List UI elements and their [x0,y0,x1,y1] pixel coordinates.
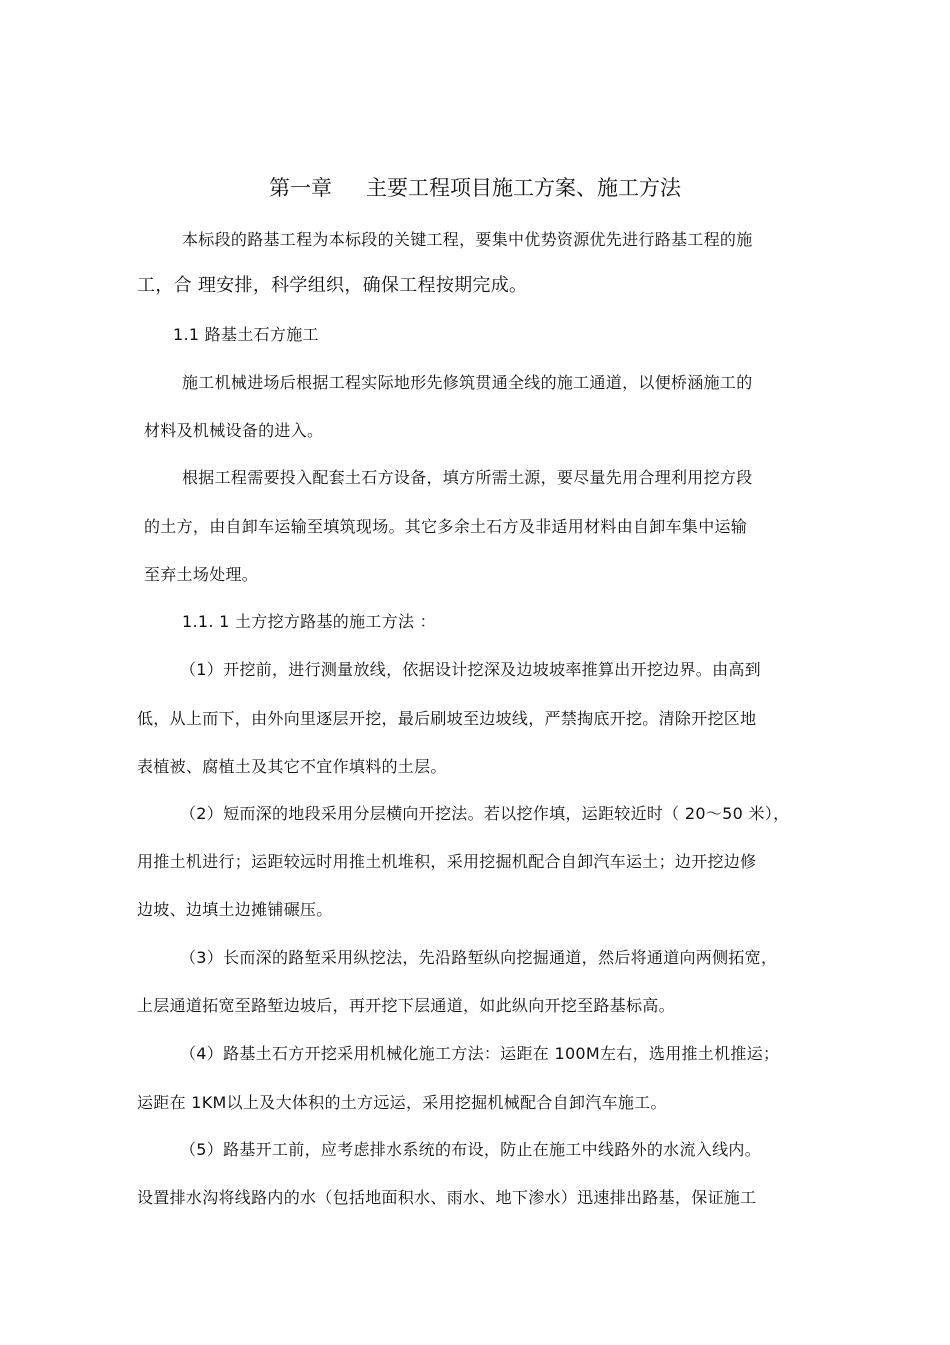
section-heading: 1.1 路基土石方施工 [173,325,319,344]
paragraph-line: （3）长而深的路堑采用纵挖法，先沿路堑纵向挖掘通道，然后将通道向两侧拓宽， [180,948,778,967]
paragraph-line: 表植被、腐植土及其它不宜作填料的土层。 [137,757,447,776]
paragraph-line: 设置排水沟将线路内的水（包括地面积水、雨水、地下渗水）迅速排出路基，保证施工 [137,1188,757,1207]
paragraph-line: 低，从上而下，由外向里逐层开挖，最后刷坡至边坡线，严禁掏底开挖。清除开挖区地 [137,709,757,728]
paragraph-line: （2）短而深的地段采用分层横向开挖法。若以挖作填，运距较近时（ 20～50 米）， [180,804,790,823]
paragraph-line: （4）路基土石方开挖采用机械化施工方法：运距在 100M左右，选用推土机推运； [180,1044,780,1063]
paragraph-line: 材料及机械设备的进入。 [144,421,324,440]
paragraph-line: 边坡、边填土边摊铺碾压。 [137,900,333,919]
paragraph-line: （5）路基开工前，应考虑排水系统的布设，防止在施工中线路外的水流入线内。 [180,1140,761,1159]
paragraph-line: 的土方，由自卸车运输至填筑现场。其它多余土石方及非适用材料由自卸车集中运输 [144,517,748,536]
paragraph-line: 施工机械进场后根据工程实际地形先修筑贯通全线的施工通道，以便桥涵施工的 [182,373,753,392]
subsection-heading: 1.1. 1 土方挖方路基的施工方法 ： [182,612,436,631]
paragraph-line: 本标段的路基工程为本标段的关键工程，要集中优势资源优先进行路基工程的施 [182,230,753,249]
paragraph-line: 至弃土场处理。 [144,565,259,584]
paragraph-line: 运距在 1KM以上及大体积的土方远运，采用挖掘机械配合自卸汽车施工。 [137,1093,667,1112]
chapter-heading: 主要工程项目施工方案、施工方法 [366,176,681,200]
chapter-title [0,176,950,200]
paragraph-line: 上层通道拓宽至路堑边坡后，再开挖下层通道，如此纵向开挖至路基标高。 [137,996,675,1015]
paragraph-line: 根据工程需要投入配套土石方设备，填方所需土源，要尽量先用合理利用挖方段 [182,468,753,487]
chapter-number: 第一章 [269,176,332,200]
paragraph-line: （1）开挖前，进行测量放线，依据设计挖深及边坡坡率推算出开挖边界。由高到 [180,660,761,679]
paragraph-line: 工，合 理安排，科学组织，确保工程按期完成。 [137,275,528,296]
paragraph-line: 用推土机进行；运距较远时用推土机堆积，采用挖掘机配合自卸汽车运土；边开挖边修 [137,852,757,871]
